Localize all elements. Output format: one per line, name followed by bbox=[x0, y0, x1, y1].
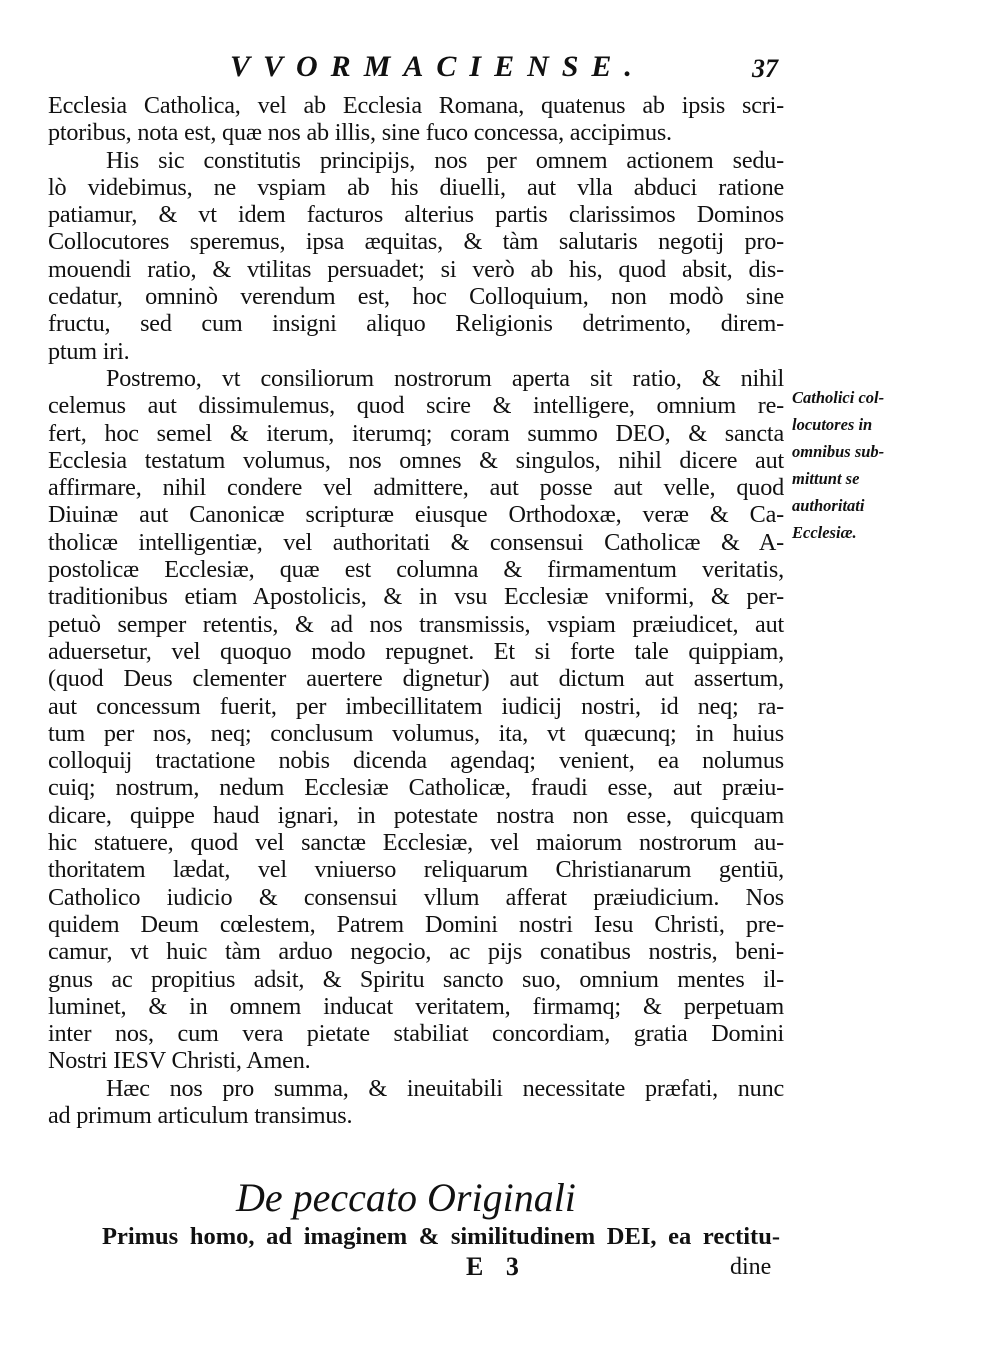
text-line: luminet, & in omnem inducat veritatem, firmamq; & perpetuam bbox=[48, 992, 784, 1020]
section-first-line: Primus homo, ad imaginem & similitudinem DEI, ea rectitu- bbox=[102, 1223, 780, 1250]
text-line: cuiq; nostrum, nedum Ecclesiæ Catholicæ, fraudi esse, aut præiu- bbox=[48, 774, 784, 802]
text-line: Collocutores speremus, ipsa æquitas, & tàm salutaris negotij pro- bbox=[48, 228, 784, 256]
text-line: cedatur, omninò verendum est, hoc Colloquium, non modò sine bbox=[48, 283, 784, 311]
marginal-note-line: locutores in bbox=[792, 415, 873, 434]
text-line: postolicæ Ecclesiæ, quæ est columna & firmamentum veritatis, bbox=[48, 556, 784, 584]
text-line: lò videbimus, ne vspiam ab his diuelli, aut vlla abduci ratione bbox=[48, 173, 784, 201]
text-line: aduersetur, vel quoquo modo repugnet. Et si forte tale quippiam, bbox=[48, 637, 784, 665]
text-line: celemus aut dissimulemus, quod scire & intelligere, omnium re- bbox=[48, 392, 784, 420]
text-line: ad primum articulum transimus. bbox=[48, 1101, 353, 1129]
text-line: Catholico iudicio & consensui vllum afferat præiudicium. Nos bbox=[48, 883, 784, 911]
text-line: mouendi ratio, & vtilitas persuadet; si verò ab his, quod absit, dis- bbox=[48, 255, 784, 283]
text-line: quidem Deum cœlestem, Patrem Domini nostri Iesu Christi, pre- bbox=[48, 910, 784, 938]
text-line: traditionibus etiam Apostolicis, & in vsu Ecclesiæ vniformi, & per- bbox=[48, 583, 784, 611]
text-line: hic statuere, quod vel sanctæ Ecclesiæ, vel maiorum nostrorum au- bbox=[48, 829, 784, 857]
text-line: Postremo, vt consiliorum nostrorum aperta sit ratio, & nihil bbox=[106, 364, 784, 392]
marginal-note-line: mittunt se bbox=[792, 469, 860, 488]
text-line: dicare, quippe haud ignari, in potestate nostra non esse, quicquam bbox=[48, 801, 784, 829]
text-line: Nostri IESV Christi, Amen. bbox=[48, 1047, 311, 1075]
text-line: ptum iri. bbox=[48, 337, 130, 365]
text-line: His sic constitutis principijs, nos per omnem actionem sedu- bbox=[106, 146, 784, 174]
marginal-note-line: authoritati bbox=[792, 496, 865, 515]
text-line: thoritatem lædat, vel vniuerso reliquarum Christianarum gentiū, bbox=[48, 856, 784, 884]
text-line: ptoribus, nota est, quæ nos ab illis, sine fuco concessa, accipimus. bbox=[48, 119, 672, 147]
text-line: gnus ac propitius adsit, & Spiritu sancto suo, omnium mentes il- bbox=[48, 965, 784, 993]
text-line: fructu, sed cum insigni aliquo Religionis detrimento, direm- bbox=[48, 310, 784, 338]
text-line: Ecclesia testatum volumus, nos omnes & singulos, nihil dicere aut bbox=[48, 446, 784, 474]
text-line: inter nos, cum vera pietate stabiliat concordiam, gratia Domini bbox=[48, 1020, 784, 1048]
text-line: camur, vt huic tàm arduo negocio, ac pijs conatibus nostris, beni- bbox=[48, 938, 784, 966]
text-line: Hæc nos pro summa, & ineuitabili necessitate præfati, nunc bbox=[106, 1074, 784, 1102]
text-line: Diuinæ aut Canonicæ scripturæ eiusque Orthodoxæ, veræ & Ca- bbox=[48, 501, 784, 529]
signature-mark: E 3 bbox=[466, 1252, 527, 1281]
text-line: patiamur, & vt idem facturos alterius partis clarissimos Dominos bbox=[48, 201, 784, 229]
catchword: dine bbox=[730, 1254, 772, 1280]
text-line: tholicæ intelligentiæ, vel authoritati & consensui Catholicæ & A- bbox=[48, 528, 784, 556]
marginal-note bbox=[792, 384, 942, 546]
body-text bbox=[48, 92, 784, 1129]
text-line: aut concessum fuerit, per imbecillitatem iudicij nostri, id neq; ra- bbox=[48, 692, 784, 720]
marginal-note-line: Ecclesiæ. bbox=[792, 523, 857, 542]
text-line: colloquij tractatione nobis dicenda agendaq; venient, ea nolumus bbox=[48, 747, 784, 775]
text-line: petuò semper retentis, & ad nos transmissis, vspiam præiudicet, aut bbox=[48, 610, 784, 638]
text-line: (quod Deus clementer auertere dignetur) aut dictum aut assertum, bbox=[48, 665, 784, 693]
text-line: affirmare, nihil condere vel admittere, aut posse aut velle, quod bbox=[48, 474, 784, 502]
marginal-note-line: Catholici col- bbox=[792, 388, 885, 407]
page-number: 37 bbox=[752, 54, 778, 83]
text-line: Ecclesia Catholica, vel ab Ecclesia Romana, quatenus ab ipsis scri- bbox=[48, 92, 784, 119]
marginal-note-line: omnibus sub- bbox=[792, 442, 885, 461]
text-line: tum per nos, neq; conclusum volumus, ita, vt quæcunq; in huius bbox=[48, 719, 784, 747]
text-line: fert, hoc semel & iterum, iterumq; coram summo DEO, & sancta bbox=[48, 419, 784, 447]
running-title: VVORMACIENSE. bbox=[230, 50, 645, 83]
section-heading: De peccato Originali bbox=[236, 1175, 576, 1220]
